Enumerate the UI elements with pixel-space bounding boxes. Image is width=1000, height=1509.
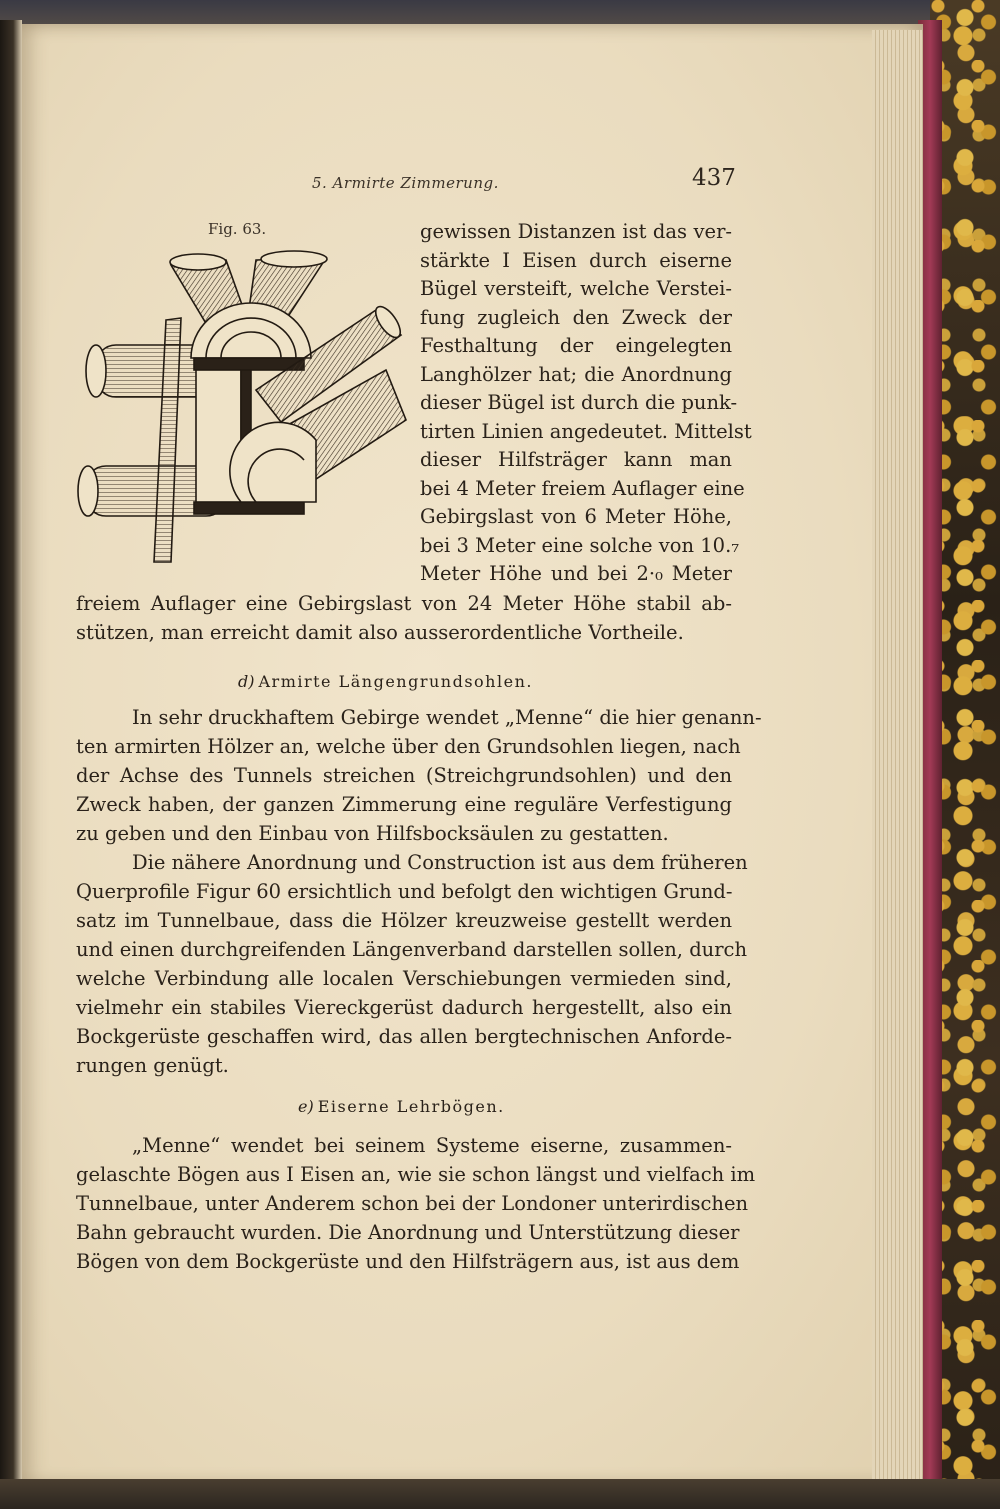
text-line: satz im Tunnelbaue, dass die Hölzer kreuzweise gestellt werden (76, 909, 732, 932)
section-heading-d (238, 672, 533, 691)
text-line: bei 3 Meter eine solche von 10.₇ (420, 533, 740, 557)
section-title: Armirte Längengrundsohlen. (258, 672, 533, 691)
text-line: In sehr druckhaftem Gebirge wendet „Menne“ die hier genann- (132, 706, 762, 729)
text-line: stärkte I Eisen durch eiserne (420, 248, 732, 272)
text-line: Langhölzer hat; die Anordnung (420, 362, 732, 386)
timber-support-figure (76, 240, 414, 570)
text-line: fung zugleich den Zweck der (420, 305, 732, 329)
section-title: Eiserne Lehrbögen. (317, 1097, 505, 1116)
text-line: rungen genügt. (76, 1054, 229, 1077)
text-line: gelaschte Bögen aus I Eisen an, wie sie schon längst und vielfach im (76, 1163, 756, 1186)
text-line: Bügel versteift, welche Verstei- (420, 277, 732, 300)
text-line: Meter Höhe und bei 2·₀ Meter (420, 562, 732, 585)
text-line: freiem Auflager eine Gebirgslast von 24 Meter Höhe stabil ab- (76, 592, 732, 615)
text-line: Die nähere Anordnung und Construction ist aus dem früheren (132, 851, 748, 874)
text-line: ten armirten Hölzer an, welche über den Grundsohlen liegen, nach (76, 735, 741, 758)
text-line: und einen durchgreifenden Längenverband darstellen sollen, durch (76, 938, 748, 961)
running-header: 5. Armirte Zimmerung. (312, 174, 499, 192)
bottom-binding (0, 1479, 1000, 1509)
figure-caption: Fig. 63. (208, 220, 267, 238)
book-spine (0, 20, 22, 1480)
text-line: tirten Linien angedeutet. Mittelst (420, 419, 752, 443)
section-heading-e (298, 1097, 505, 1116)
text-line: der Achse des Tunnels streichen (Streichgrundsohlen) und den (76, 764, 732, 787)
text-line: gewissen Distanzen ist das ver- (420, 220, 732, 243)
text-line: dieser Hilfsträger kann man (420, 448, 732, 471)
text-line: Bockgerüste geschaffen wird, das allen bergtechnischen Anforde- (76, 1025, 732, 1048)
text-line: Gebirgslast von 6 Meter Höhe, (420, 505, 732, 528)
text-line: welche Verbindung alle localen Verschiebungen vermieden sind, (76, 967, 732, 990)
text-line: Bahn gebraucht wurden. Die Anordnung und Unterstützung dieser (76, 1221, 740, 1244)
text-line: vielmehr ein stabiles Viereckgerüst dadurch hergestellt, also ein (76, 996, 732, 1019)
text-line: „Menne“ wendet bei seinem Systeme eiserne, zusammen- (132, 1134, 732, 1157)
section-label: d) (238, 672, 255, 691)
text-line: Querprofile Figur 60 ersichtlich und befolgt den wichtigen Grund- (76, 880, 733, 903)
text-line: Tunnelbaue, unter Anderem schon bei der Londoner unterirdischen (76, 1192, 749, 1215)
text-line: Zweck haben, der ganzen Zimmerung eine reguläre Verfestigung (76, 793, 732, 816)
text-line: zu geben und den Einbau von Hilfsbocksäulen zu gestatten. (76, 822, 669, 845)
text-line: Festhaltung der eingelegten (420, 334, 732, 357)
text-line: Bögen von dem Bockgerüste und den Hilfsträgern aus, ist aus dem (76, 1250, 740, 1273)
page-number: 437 (692, 165, 736, 191)
text-line: stützen, man erreicht damit also ausserordentliche Vortheile. (76, 620, 684, 644)
page-edges (872, 30, 922, 1482)
section-label: e) (298, 1097, 314, 1116)
text-line: bei 4 Meter freiem Auflager eine (420, 476, 745, 500)
text-line: dieser Bügel ist durch die punk- (420, 391, 738, 414)
